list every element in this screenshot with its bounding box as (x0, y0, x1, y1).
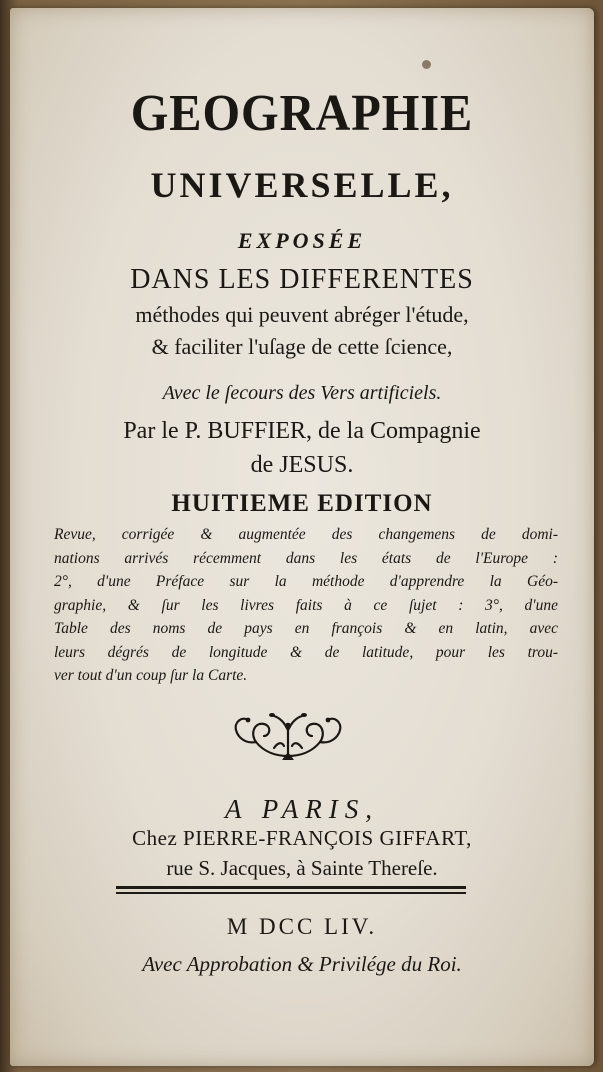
paper-stain (422, 60, 431, 69)
author-line-1: Par le P. BUFFIER, de la Compagnie (123, 418, 481, 444)
edition-heading: HUITIEME EDITION (171, 490, 433, 517)
description-line: Revue, corrigée & augmentée des changemens de domi- (54, 526, 558, 543)
description-line: Table des noms de pays en françois & en latin, avec (54, 620, 558, 637)
imprint-place: A PARIS, (225, 794, 379, 824)
edition-description (54, 526, 558, 691)
title-line-1: GEOGRAPHIE (130, 85, 474, 142)
privilege-line: Avec Approbation & Privilége du Roi. (142, 952, 462, 976)
imprint-year: M DCC LIV. (226, 914, 378, 939)
subtitle-line-1: DANS LES DIFFERENTES (130, 264, 474, 295)
exposee-text: EXPOSÉE (237, 228, 367, 253)
publisher-line-2: rue S. Jacques, à Sainte Thereſe. (166, 856, 438, 880)
floral-ornament-icon (228, 708, 348, 764)
secours-line: Avec le ſecours des Vers artificiels. (162, 382, 442, 404)
publisher-line-1: Chez PIERRE-FRANÇOIS GIFFART, (132, 826, 472, 850)
description-line: nations arrivés récemment dans les états de l'Europe : (54, 549, 558, 567)
title-line-2: UNIVERSELLE, (150, 165, 454, 205)
subtitle-line-2: méthodes qui peuvent abréger l'étude, (135, 302, 469, 327)
title-page (10, 8, 594, 1066)
double-rule-thin (116, 892, 466, 894)
description-line: graphie, & ſur les livres faits à ce ſujet : 3°, d'une (54, 596, 558, 614)
description-line: ver tout d'un coup ſur la Carte. (54, 667, 248, 684)
double-rule-thick (116, 886, 466, 889)
description-line: leurs dégrés de longitude & de latitude, pour les trou- (54, 643, 558, 661)
description-line: 2°, d'une Préface sur la méthode d'apprendre la Géo- (54, 573, 558, 590)
author-line-2: de JESUS. (250, 452, 354, 478)
subtitle-line-3: & faciliter l'uſage de cette ſcience, (151, 334, 453, 359)
